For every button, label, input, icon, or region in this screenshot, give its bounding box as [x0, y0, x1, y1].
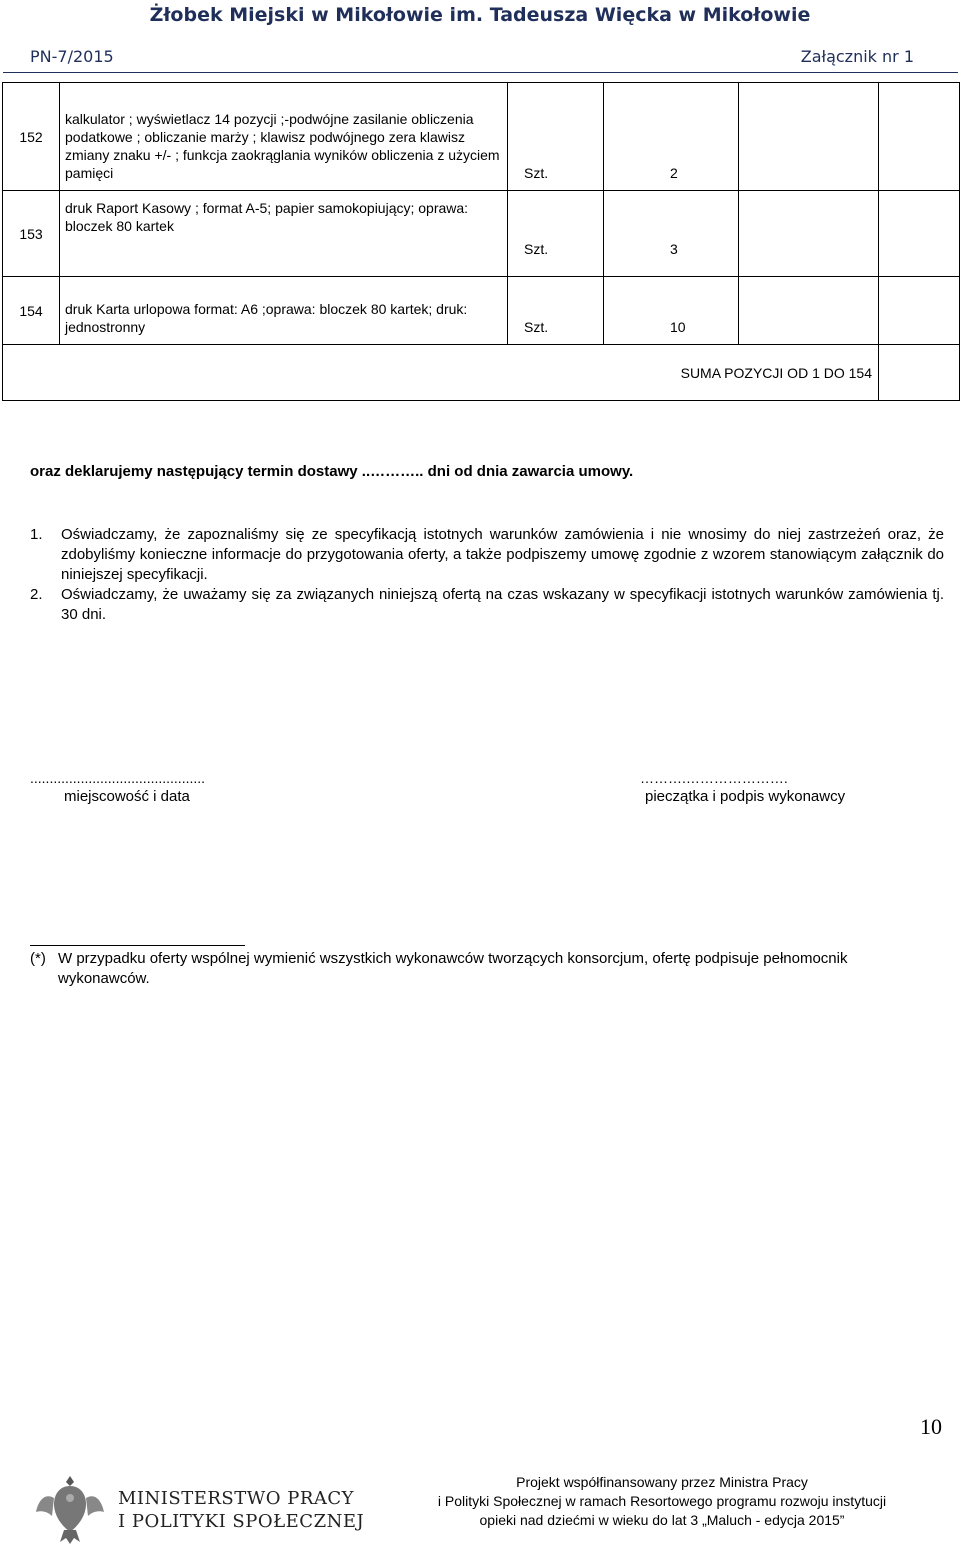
item-number: 154 [3, 277, 60, 345]
page-number: 10 [920, 1414, 942, 1439]
table-row [3, 83, 960, 191]
item-value-cell [879, 191, 960, 277]
item-unit: Szt. [508, 277, 604, 345]
table-row [3, 191, 960, 277]
footnote-divider [30, 945, 245, 946]
signature-line: ……….…………………. [640, 770, 788, 786]
place-date-line: ............................................. [30, 770, 206, 786]
item-value-cell [879, 277, 960, 345]
item-number: 153 [3, 191, 60, 277]
footnote-text: W przypadku oferty wspólnej wymienić wszystkich wykonawców tworzących konsorcjum, ofertę podpisuje pełnomocnik wykonawców. [58, 950, 848, 987]
document-reference: PN-7/2015 [30, 47, 114, 66]
item-unit: Szt. [508, 191, 604, 277]
item-quantity: 10 [604, 277, 739, 345]
sum-value-cell [879, 345, 960, 401]
sum-row [3, 345, 960, 401]
sum-label: SUMA POZYCJI OD 1 DO 154 [3, 345, 879, 401]
declaration-text: Oświadczamy, że zapoznaliśmy się ze specyfikacją istotnych warunków zamówienia i nie wnosimy do niej zastrzeżeń oraz, że zdobyliśmy konieczne informacje do przygotowania oferty, a także podpiszemy umowę zgodnie z wzorem stanowiącym załącznik do niniejszej specyfikacji. [61, 526, 944, 583]
item-quantity: 2 [604, 83, 739, 191]
items-table [2, 82, 960, 401]
signature-label: pieczątka i podpis wykonawcy [645, 788, 846, 805]
ministry-logo-text [118, 1487, 364, 1533]
item-quantity: 3 [604, 191, 739, 277]
footnote [30, 949, 930, 989]
declaration-2 [30, 585, 944, 625]
project-funding-note [382, 1473, 942, 1530]
place-date-label: miejscowość i data [64, 788, 190, 805]
ministry-line-1: MINISTERSTWO PRACY [118, 1488, 355, 1509]
item-value-cell [879, 83, 960, 191]
eagle-emblem-icon [30, 1468, 110, 1553]
declaration-number: 2. [30, 586, 43, 603]
declaration-text: Oświadczamy, że uważamy się za związanych niniejszą ofertą na czas wskazany w specyfikacji istotnych warunków zamówienia tj. 30 dni. [61, 586, 944, 623]
item-price-cell [739, 191, 879, 277]
delivery-term: oraz deklarujemy następujący termin dostawy ..……….. dni od dnia zawarcia umowy. [30, 463, 634, 480]
project-line-1: Projekt współfinansowany przez Ministra Pracy [516, 1474, 808, 1490]
declaration-1 [30, 525, 944, 585]
item-description: kalkulator ; wyświetlacz 14 pozycji ;-podwójne zasilanie obliczenia podatkowe ; obliczanie marży ; klawisz podwójnego zera klawisz zmiany znaku +/- ; funkcja zaokrąglania wyników obliczenia z użyciem pamięci [60, 83, 508, 191]
project-line-3: opieki nad dziećmi w wieku do lat 3 „Maluch - edycja 2015” [479, 1512, 845, 1528]
item-description: druk Karta urlopowa format: A6 ;oprawa: bloczek 80 kartek; druk: jednostronny [60, 277, 508, 345]
item-unit: Szt. [508, 83, 604, 191]
declaration-number: 1. [30, 526, 43, 543]
attachment-label: Załącznik nr 1 [800, 47, 914, 66]
footnote-marker: (*) [30, 950, 46, 967]
item-price-cell [739, 277, 879, 345]
organization-title: Żłobek Miejski w Mikołowie im. Tadeusza Więcka w Mikołowie [149, 4, 811, 26]
project-line-2: i Polityki Społecznej w ramach Resortowego programu rozwoju instytucji [437, 1493, 887, 1509]
item-price-cell [739, 83, 879, 191]
table-row [3, 277, 960, 345]
header-divider [3, 72, 958, 73]
item-number: 152 [3, 83, 60, 191]
ministry-line-2: I POLITYKI SPOŁECZNEJ [118, 1511, 365, 1532]
item-description: druk Raport Kasowy ; format A-5; papier samokopiujący; oprawa: bloczek 80 kartek [60, 191, 508, 277]
